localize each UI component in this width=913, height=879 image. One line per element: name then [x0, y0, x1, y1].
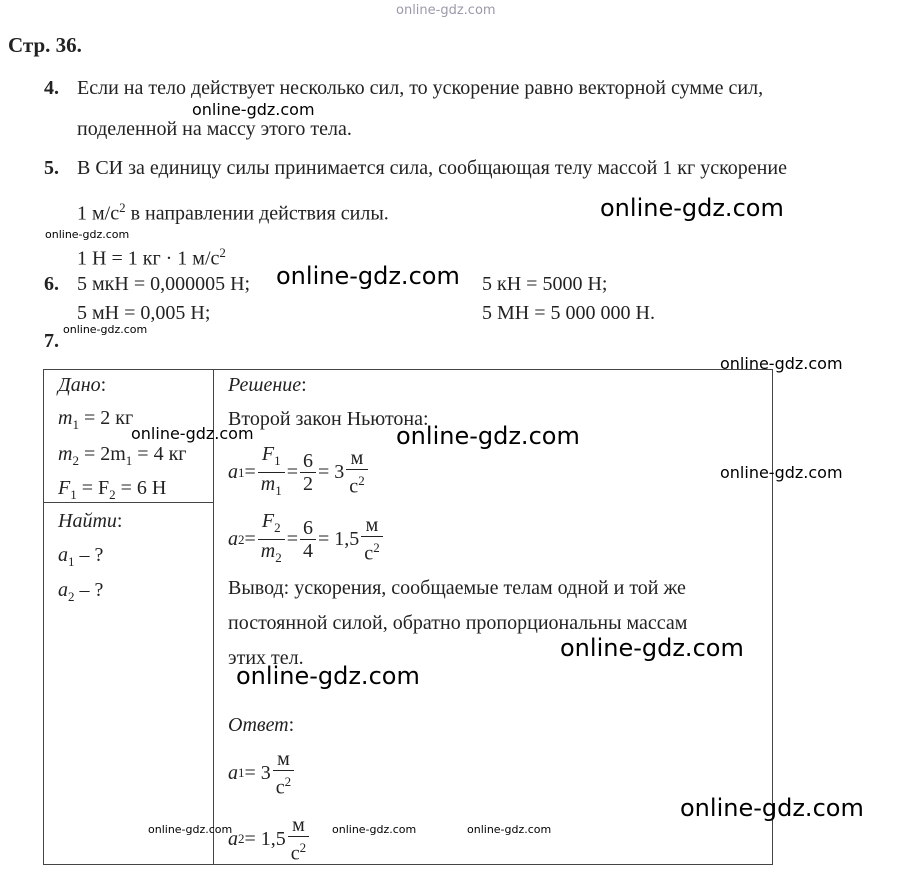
watermark: online-gdz.com	[276, 262, 460, 290]
conclusion-line2: постоянной силой, обратно пропорциональны массам	[228, 612, 688, 634]
watermark: online-gdz.com	[45, 228, 130, 241]
given-m1: $m_1 = 2$ кг	[58, 407, 134, 432]
watermark: online-gdz.com	[192, 100, 315, 119]
watermark: online-gdz.com	[236, 662, 420, 690]
watermark: online-gdz.com	[720, 354, 843, 373]
watermark: online-gdz.com	[332, 823, 417, 836]
answer-a1: a 1 = 3 $\frac{м}{с^2}$	[228, 748, 296, 799]
newton-law-label: Второй закон Ньютона:	[228, 408, 429, 430]
watermark: online-gdz.com	[396, 422, 580, 450]
watermark: online-gdz.com	[720, 463, 843, 482]
item-6-b: 5 кН = 5000 Н;	[482, 273, 608, 295]
given-force: $F_1 = F_2 = 6$ Н	[58, 477, 167, 502]
page-title: Стр. 36.	[8, 33, 82, 57]
watermark: online-gdz.com	[560, 634, 744, 662]
item-4-line2: поделенной на массу этого тела.	[77, 118, 352, 140]
item-7-number: 7.	[44, 330, 59, 352]
item-4-number: 4.	[44, 77, 59, 99]
watermark: online-gdz.com	[63, 323, 148, 336]
conclusion-line1: Вывод: ускорения, сообщаемые телам одной и той же	[228, 577, 686, 599]
solution-header: Решение:	[228, 374, 307, 396]
answer-a2: a 2 = 1,5 $\frac{м}{с^2}$	[228, 814, 311, 865]
watermark: online-gdz.com	[680, 794, 864, 822]
given-header: Дано:	[58, 374, 107, 396]
item-6-c: 5 мН = 0,005 Н;	[77, 302, 211, 324]
item-5-formula: 1 Н = 1 кг · 1 $м/с^2$	[77, 245, 226, 270]
item-5-line2: 1 $м/с^2$ в направлении действия силы.	[77, 200, 389, 225]
find-header: Найти:	[58, 510, 123, 532]
watermark: online-gdz.com	[600, 194, 784, 222]
item-5-number: 5.	[44, 157, 59, 179]
find-a1: $a_1$ – ?	[58, 544, 104, 569]
item-6-d: 5 МН = 5 000 000 Н.	[482, 302, 655, 324]
watermark-top: online-gdz.com	[396, 3, 496, 18]
item-6-number: 6.	[44, 273, 59, 295]
watermark: online-gdz.com	[131, 424, 254, 443]
watermark: online-gdz.com	[148, 823, 233, 836]
conclusion-line3: этих тел.	[228, 647, 304, 669]
watermark: online-gdz.com	[467, 823, 552, 836]
item-4-line1: Если на тело действует несколько сил, то ускорение равно векторной сумме сил,	[77, 77, 764, 99]
given-m2: $m_2 = 2m_1 = 4$ кг	[58, 443, 187, 468]
item-6-a: 5 мкН = 0,000005 Н;	[77, 273, 251, 295]
table-column-divider	[213, 369, 214, 865]
answer-header: Ответ:	[228, 714, 295, 736]
item-5-line1: В СИ за единицу силы принимается сила, сообщающая телу массой 1 кг ускорение	[77, 157, 787, 179]
find-a2: $a_2$ – ?	[58, 579, 104, 604]
equation-a2: a 2 = $\frac{F_2}{m_2}$ = $\frac{6}{4}$ = 1,5 $\frac{м}{с^2}$	[228, 510, 385, 569]
equation-a1: a 1 = $\frac{F_1}{m_1}$ = $\frac{6}{2}$ = 3 $\frac{м}{с^2}$	[228, 443, 370, 502]
